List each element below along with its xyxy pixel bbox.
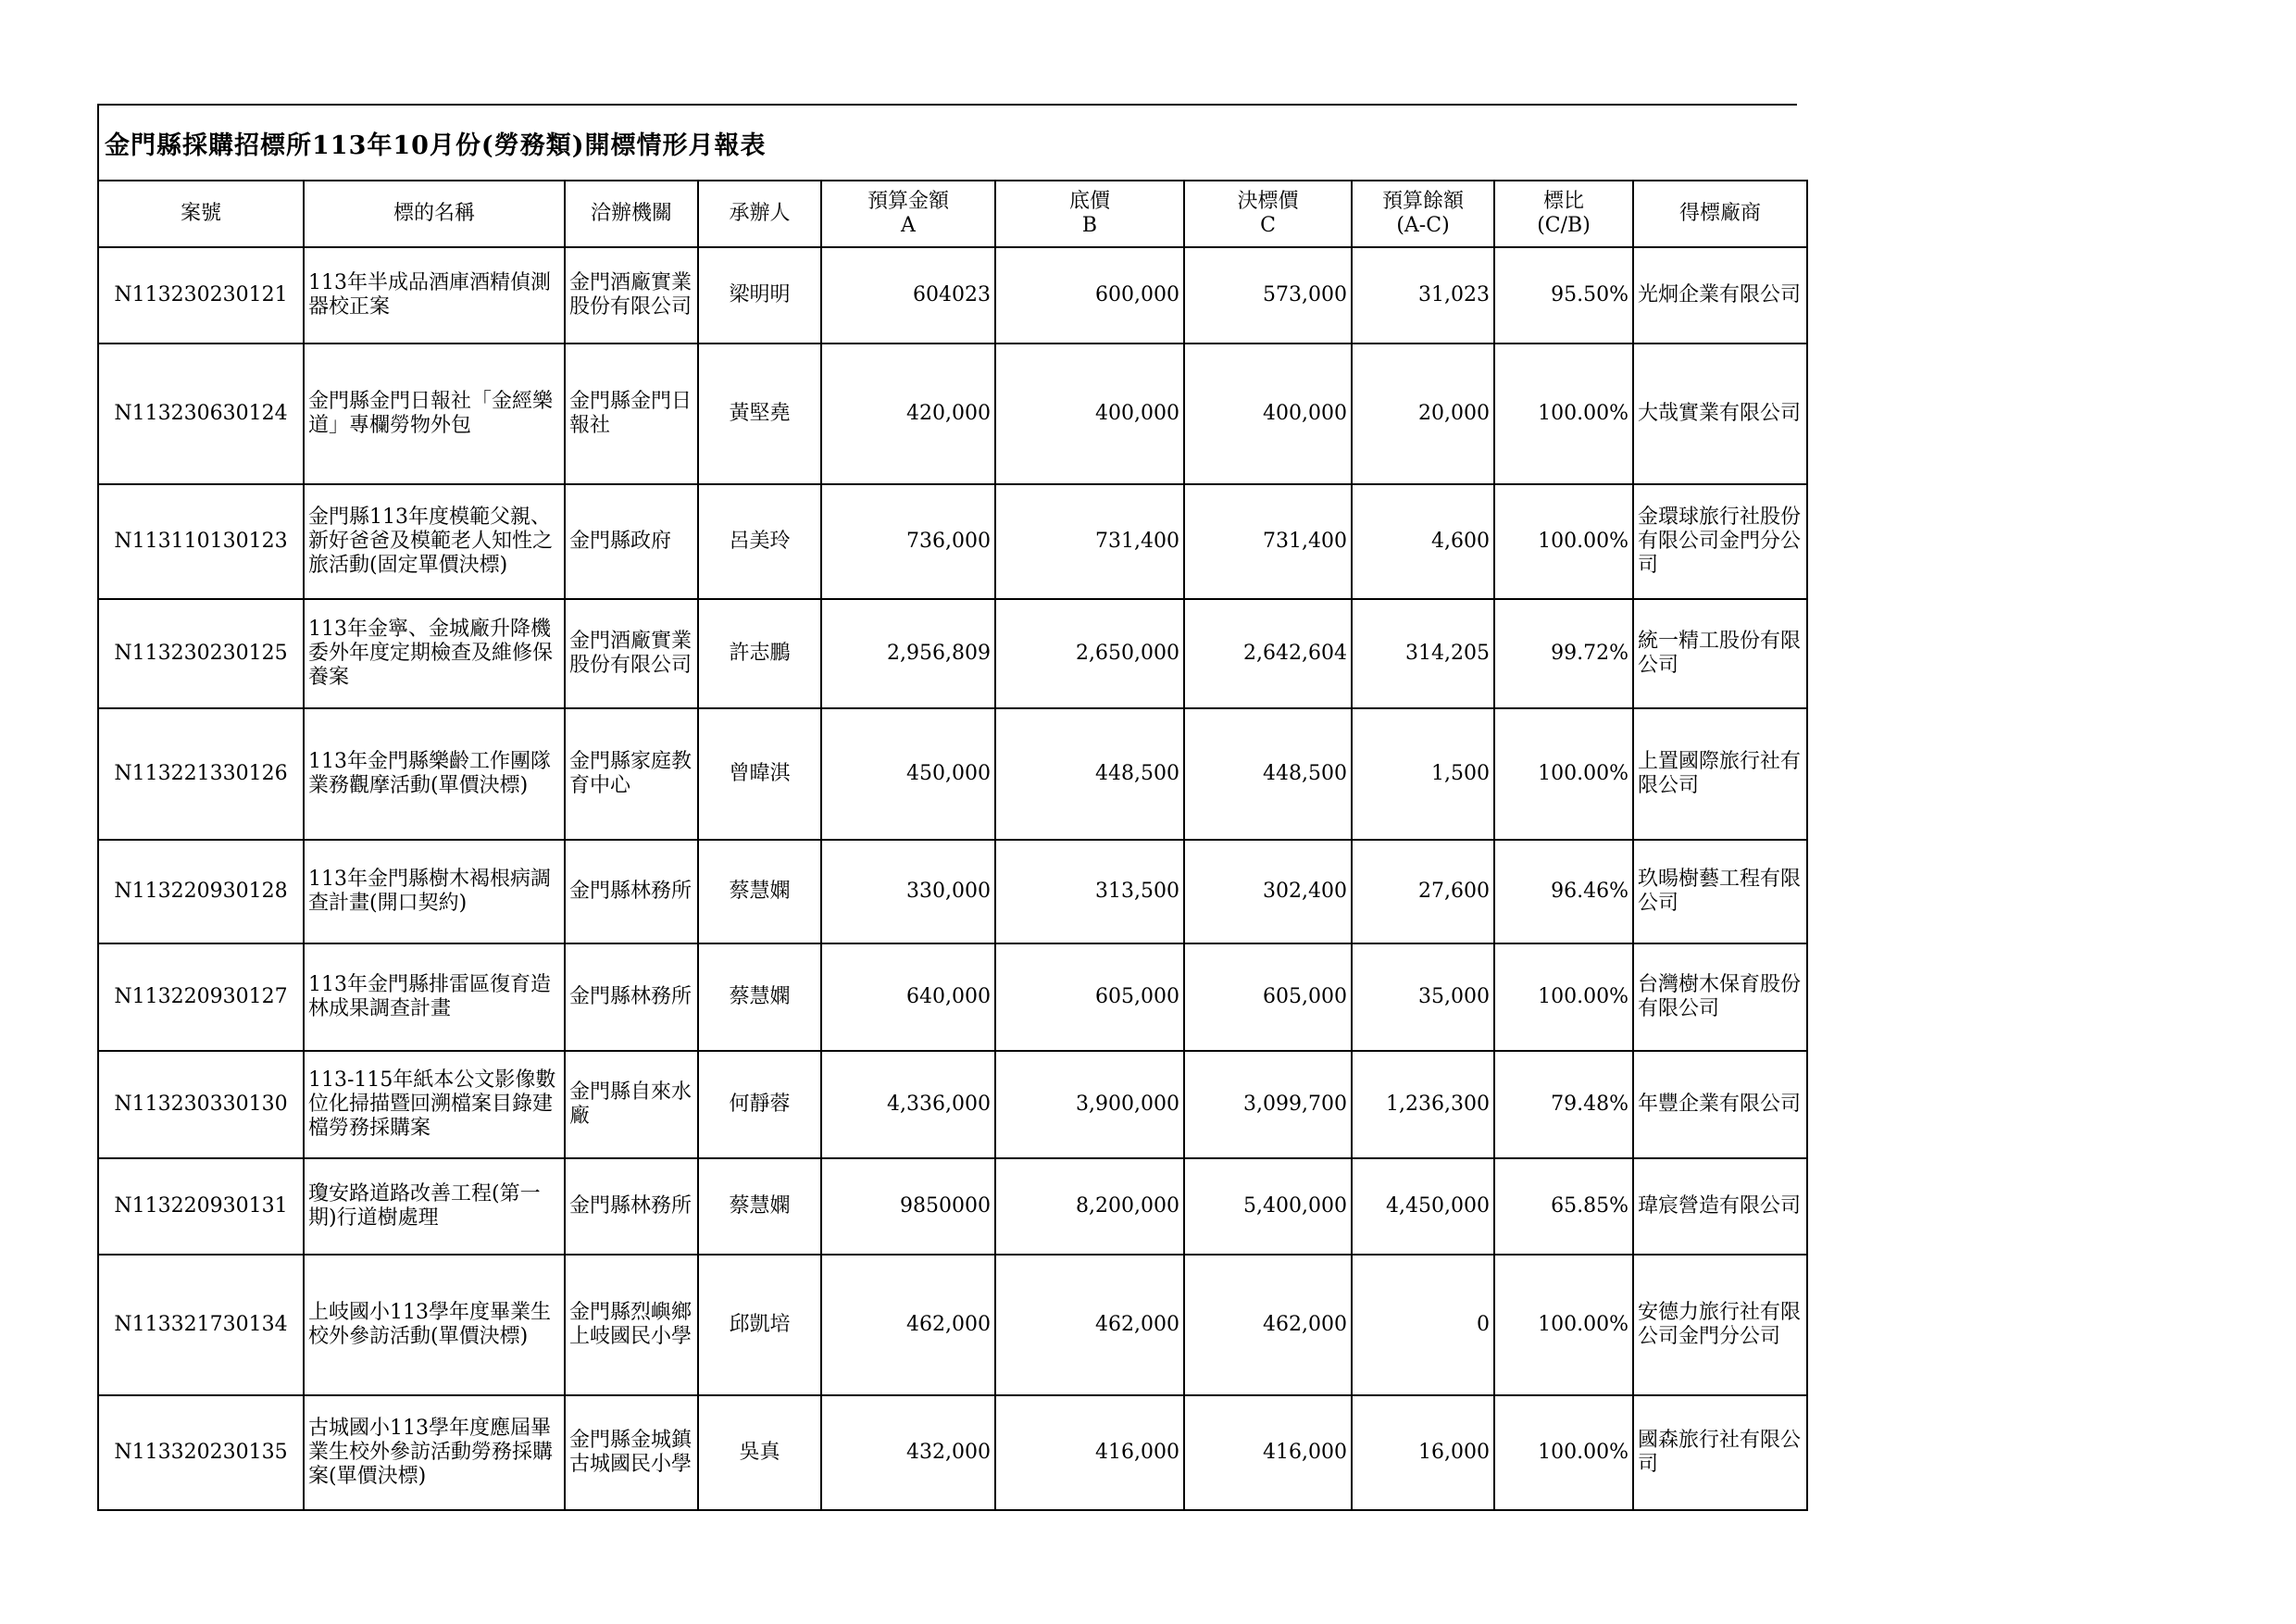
case-no-cell: N113230330130 — [98, 1051, 304, 1158]
name-cell: 113年金門縣排雷區復育造林成果調查計畫 — [304, 943, 565, 1051]
award-price-cell: 462,000 — [1184, 1255, 1352, 1395]
winner-cell: 大哉實業有限公司 — [1633, 344, 1807, 484]
header-case-no: 案號 — [98, 181, 304, 247]
award-price-cell: 5,400,000 — [1184, 1158, 1352, 1255]
handler-cell: 蔡慧嫻 — [698, 840, 821, 943]
header-handler: 承辦人 — [698, 181, 821, 247]
name-cell: 113年金門縣樂齡工作團隊業務觀摩活動(單價決標) — [304, 708, 565, 840]
ratio-cell: 100.00% — [1494, 708, 1633, 840]
agency-cell: 金門縣林務所 — [565, 1158, 698, 1255]
budget-cell: 462,000 — [821, 1255, 995, 1395]
ratio-cell: 79.48% — [1494, 1051, 1633, 1158]
table-row — [98, 943, 1807, 1051]
award-price-cell: 400,000 — [1184, 344, 1352, 484]
remaining-budget-cell: 4,600 — [1352, 484, 1494, 599]
handler-cell: 蔡慧嫻 — [698, 943, 821, 1051]
name-cell: 113年金門縣樹木褐根病調查計畫(開口契約) — [304, 840, 565, 943]
header-remaining-budget: 預算餘額 (A-C) — [1352, 181, 1494, 247]
table-row — [98, 344, 1807, 484]
winner-cell: 台灣樹木保育股份有限公司 — [1633, 943, 1807, 1051]
table-row — [98, 247, 1807, 344]
bid-results-table — [97, 180, 1808, 1511]
base-price-cell: 605,000 — [995, 943, 1184, 1051]
ratio-cell: 96.46% — [1494, 840, 1633, 943]
remaining-budget-cell: 16,000 — [1352, 1395, 1494, 1510]
header-name: 標的名稱 — [304, 181, 565, 247]
handler-cell: 呂美玲 — [698, 484, 821, 599]
base-price-cell: 448,500 — [995, 708, 1184, 840]
header-winner: 得標廠商 — [1633, 181, 1807, 247]
header-row — [98, 181, 1807, 247]
handler-cell: 何靜蓉 — [698, 1051, 821, 1158]
agency-cell: 金門縣林務所 — [565, 943, 698, 1051]
table-row — [98, 484, 1807, 599]
ratio-cell: 100.00% — [1494, 1395, 1633, 1510]
base-price-cell: 8,200,000 — [995, 1158, 1184, 1255]
case-no-cell: N113321730134 — [98, 1255, 304, 1395]
award-price-cell: 302,400 — [1184, 840, 1352, 943]
table-row — [98, 1255, 1807, 1395]
budget-cell: 432,000 — [821, 1395, 995, 1510]
award-price-cell: 3,099,700 — [1184, 1051, 1352, 1158]
name-cell: 113-115年紙本公文影像數位化掃描暨回溯檔案目錄建檔勞務採購案 — [304, 1051, 565, 1158]
case-no-cell: N113220930131 — [98, 1158, 304, 1255]
award-price-cell: 2,642,604 — [1184, 599, 1352, 708]
budget-cell: 604023 — [821, 247, 995, 344]
agency-cell: 金門縣政府 — [565, 484, 698, 599]
winner-cell: 安德力旅行社有限公司金門分公司 — [1633, 1255, 1807, 1395]
budget-cell: 9850000 — [821, 1158, 995, 1255]
award-price-cell: 448,500 — [1184, 708, 1352, 840]
table-row — [98, 1158, 1807, 1255]
header-base-price: 底價 B — [995, 181, 1184, 247]
remaining-budget-cell: 27,600 — [1352, 840, 1494, 943]
case-no-cell: N113230230121 — [98, 247, 304, 344]
base-price-cell: 462,000 — [995, 1255, 1184, 1395]
budget-cell: 450,000 — [821, 708, 995, 840]
remaining-budget-cell: 1,500 — [1352, 708, 1494, 840]
ratio-cell: 65.85% — [1494, 1158, 1633, 1255]
budget-cell: 420,000 — [821, 344, 995, 484]
report-sheet — [97, 104, 1802, 1511]
base-price-cell: 2,650,000 — [995, 599, 1184, 708]
award-price-cell: 605,000 — [1184, 943, 1352, 1051]
agency-cell: 金門縣家庭教育中心 — [565, 708, 698, 840]
ratio-cell: 99.72% — [1494, 599, 1633, 708]
award-price-cell: 416,000 — [1184, 1395, 1352, 1510]
base-price-cell: 400,000 — [995, 344, 1184, 484]
name-cell: 金門縣113年度模範父親、新好爸爸及模範老人知性之旅活動(固定單價決標) — [304, 484, 565, 599]
agency-cell: 金門酒廠實業股份有限公司 — [565, 599, 698, 708]
remaining-budget-cell: 0 — [1352, 1255, 1494, 1395]
case-no-cell: N113320230135 — [98, 1395, 304, 1510]
report-title: 金門縣採購招標所113年10月份(勞務類)開標情形月報表 — [97, 104, 1797, 180]
header-ratio: 標比 (C/B) — [1494, 181, 1633, 247]
ratio-cell: 100.00% — [1494, 344, 1633, 484]
name-cell: 上岐國小113學年度畢業生校外參訪活動(單價決標) — [304, 1255, 565, 1395]
winner-cell: 玖暘樹藝工程有限公司 — [1633, 840, 1807, 943]
handler-cell: 吳真 — [698, 1395, 821, 1510]
agency-cell: 金門縣自來水廠 — [565, 1051, 698, 1158]
budget-cell: 330,000 — [821, 840, 995, 943]
award-price-cell: 573,000 — [1184, 247, 1352, 344]
case-no-cell: N113110130123 — [98, 484, 304, 599]
budget-cell: 640,000 — [821, 943, 995, 1051]
remaining-budget-cell: 4,450,000 — [1352, 1158, 1494, 1255]
case-no-cell: N113220930127 — [98, 943, 304, 1051]
base-price-cell: 416,000 — [995, 1395, 1184, 1510]
ratio-cell: 100.00% — [1494, 1255, 1633, 1395]
base-price-cell: 3,900,000 — [995, 1051, 1184, 1158]
winner-cell: 國森旅行社有限公司 — [1633, 1395, 1807, 1510]
remaining-budget-cell: 35,000 — [1352, 943, 1494, 1051]
agency-cell: 金門縣烈嶼鄉上岐國民小學 — [565, 1255, 698, 1395]
handler-cell: 黃堅堯 — [698, 344, 821, 484]
handler-cell: 梁明明 — [698, 247, 821, 344]
agency-cell: 金門縣金門日報社 — [565, 344, 698, 484]
table-row — [98, 708, 1807, 840]
ratio-cell: 95.50% — [1494, 247, 1633, 344]
base-price-cell: 313,500 — [995, 840, 1184, 943]
case-no-cell: N113221330126 — [98, 708, 304, 840]
winner-cell: 光炯企業有限公司 — [1633, 247, 1807, 344]
case-no-cell: N113230630124 — [98, 344, 304, 484]
winner-cell: 金環球旅行社股份有限公司金門分公司 — [1633, 484, 1807, 599]
handler-cell: 蔡慧嫻 — [698, 1158, 821, 1255]
table-row — [98, 1051, 1807, 1158]
handler-cell: 許志鵬 — [698, 599, 821, 708]
name-cell: 古城國小113學年度應屆畢業生校外參訪活動勞務採購案(單價決標) — [304, 1395, 565, 1510]
winner-cell: 瑋宸營造有限公司 — [1633, 1158, 1807, 1255]
winner-cell: 年豐企業有限公司 — [1633, 1051, 1807, 1158]
name-cell: 113年金寧、金城廠升降機委外年度定期檢查及維修保養案 — [304, 599, 565, 708]
award-price-cell: 731,400 — [1184, 484, 1352, 599]
header-budget: 預算金額 A — [821, 181, 995, 247]
name-cell: 113年半成品酒庫酒精偵測器校正案 — [304, 247, 565, 344]
agency-cell: 金門縣金城鎮古城國民小學 — [565, 1395, 698, 1510]
winner-cell: 上置國際旅行社有限公司 — [1633, 708, 1807, 840]
ratio-cell: 100.00% — [1494, 484, 1633, 599]
table-row — [98, 1395, 1807, 1510]
table-row — [98, 840, 1807, 943]
budget-cell: 736,000 — [821, 484, 995, 599]
handler-cell: 邱凱培 — [698, 1255, 821, 1395]
name-cell: 金門縣金門日報社「金經樂道」專欄勞物外包 — [304, 344, 565, 484]
base-price-cell: 731,400 — [995, 484, 1184, 599]
base-price-cell: 600,000 — [995, 247, 1184, 344]
handler-cell: 曾暐淇 — [698, 708, 821, 840]
table-row — [98, 599, 1807, 708]
case-no-cell: N113220930128 — [98, 840, 304, 943]
winner-cell: 統一精工股份有限公司 — [1633, 599, 1807, 708]
case-no-cell: N113230230125 — [98, 599, 304, 708]
agency-cell: 金門酒廠實業股份有限公司 — [565, 247, 698, 344]
budget-cell: 4,336,000 — [821, 1051, 995, 1158]
header-agency: 洽辦機關 — [565, 181, 698, 247]
remaining-budget-cell: 1,236,300 — [1352, 1051, 1494, 1158]
name-cell: 瓊安路道路改善工程(第一期)行道樹處理 — [304, 1158, 565, 1255]
remaining-budget-cell: 31,023 — [1352, 247, 1494, 344]
agency-cell: 金門縣林務所 — [565, 840, 698, 943]
header-award-price: 決標價 C — [1184, 181, 1352, 247]
budget-cell: 2,956,809 — [821, 599, 995, 708]
ratio-cell: 100.00% — [1494, 943, 1633, 1051]
remaining-budget-cell: 314,205 — [1352, 599, 1494, 708]
remaining-budget-cell: 20,000 — [1352, 344, 1494, 484]
